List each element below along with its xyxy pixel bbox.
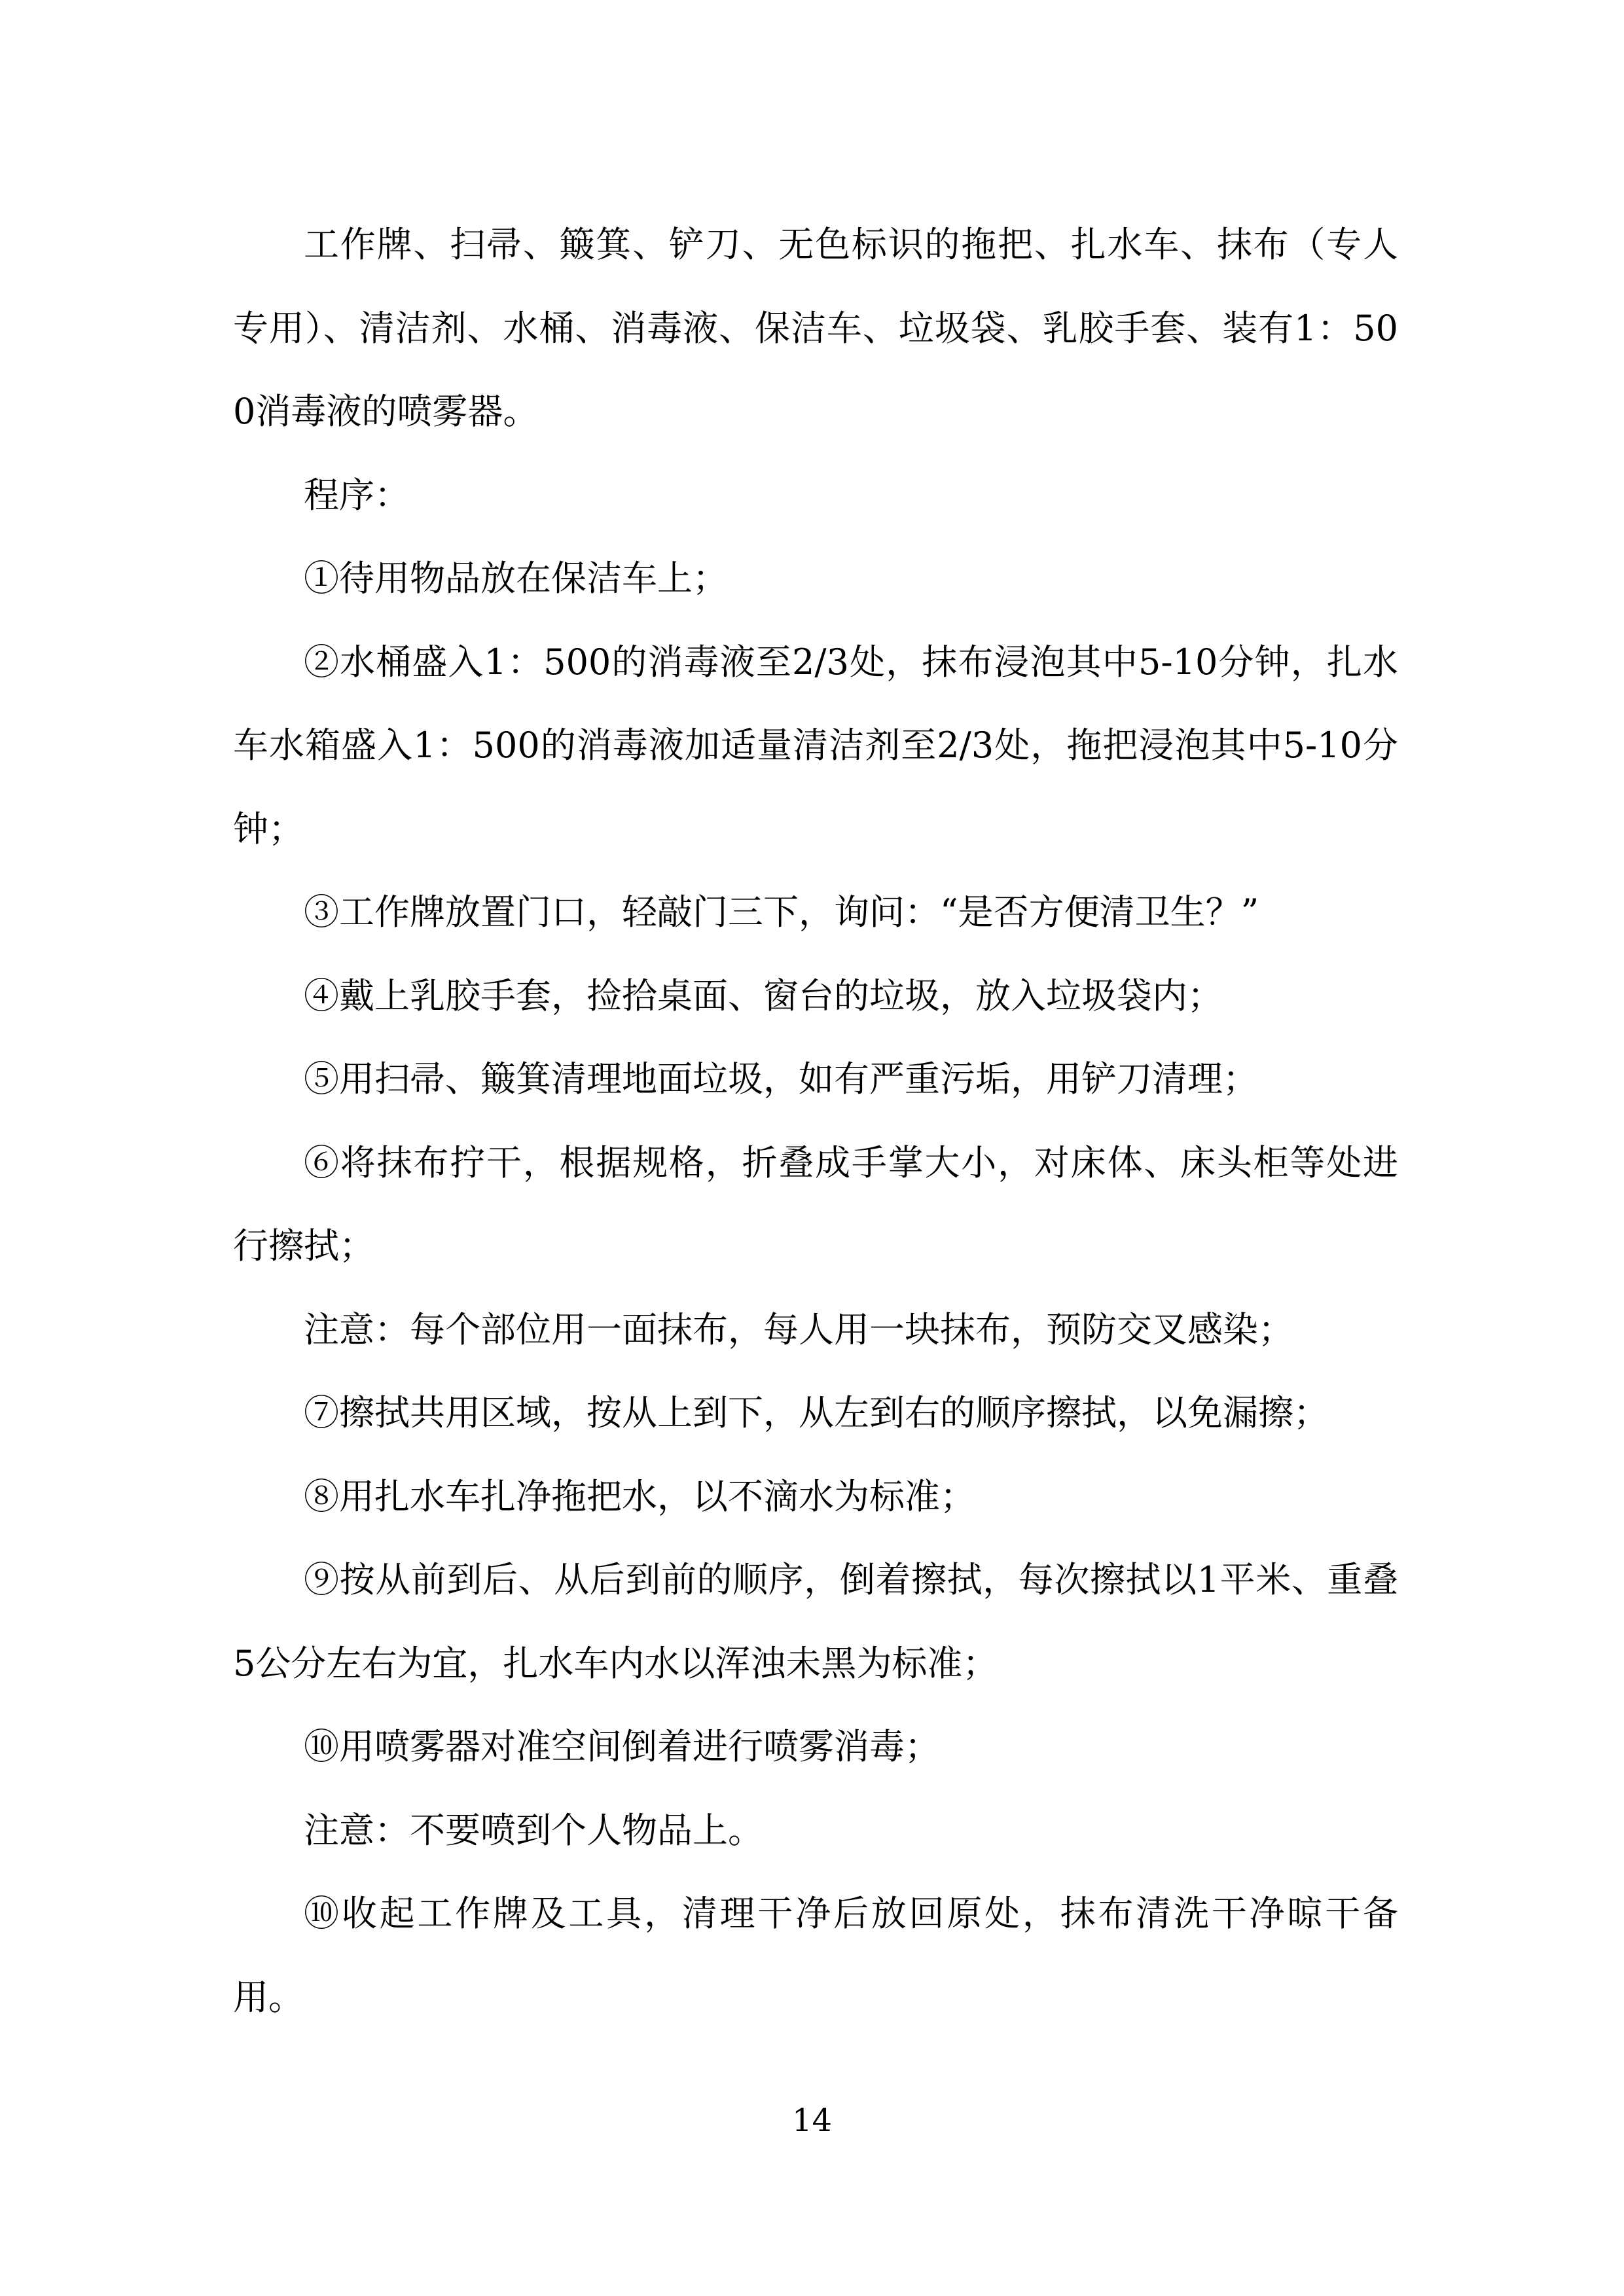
paragraph-step-8: ⑧用扎水车扎净拖把水，以不滴水为标准； [304, 1475, 975, 1517]
paragraph-step-5: ⑤用扫帚、簸箕清理地面垃圾，如有严重污垢，用铲刀清理； [304, 1058, 1258, 1100]
paragraph-step-9: ⑨按从前到后、从后到前的顺序，倒着擦拭，每次擦拭以1平米、重叠5公分左右为宜，扎水车内水以浑浊未黑为标准； [233, 1559, 1398, 1684]
paragraph-note-2: 注意：不要喷到个人物品上。 [304, 1809, 763, 1851]
paragraph-step-4: ④戴上乳胶手套，捡拾桌面、窗台的垃圾，放入垃圾袋内； [304, 975, 1223, 1016]
page-number: 14 [791, 2102, 833, 2139]
paragraph-step-10: ⑩用喷雾器对准空间倒着进行喷雾消毒； [304, 1726, 940, 1767]
paragraph-step-6: ⑥将抹布拧干，根据规格，折叠成手掌大小，对床体、床头柜等处进行擦拭； [233, 1141, 1398, 1266]
paragraph-step-3: ③工作牌放置门口，轻敲门三下，询问：“是否方便清卫生？” [304, 891, 1259, 933]
paragraph-step-2: ②水桶盛入1：500的消毒液至2/3处，抹布浸泡其中5-10分钟，扎水车水箱盛入1：500的消毒液加适量清洁剂至2/3处，拖把浸泡其中5-10分钟； [233, 641, 1398, 850]
paragraph-step-11: ⑩收起工作牌及工具，清理干净后放回原处，抹布清洗干净晾干备用。 [233, 1893, 1398, 2018]
paragraph-note-1: 注意：每个部位用一面抹布，每人用一块抹布，预防交叉感染； [304, 1308, 1293, 1350]
document-body [233, 203, 1398, 2039]
paragraph-step-7: ⑦擦拭共用区域，按从上到下，从左到右的顺序擦拭，以免漏擦； [304, 1392, 1329, 1433]
paragraph-supplies: 工作牌、扫帚、簸箕、铲刀、无色标识的拖把、扎水车、抹布（专人专用）、清洁剂、水桶、消毒液、保洁车、垃圾袋、乳胶手套、装有1：500消毒液的喷雾器。 [233, 224, 1398, 432]
paragraph-procedure-heading: 程序： [304, 474, 410, 516]
paragraph-step-1: ①待用物品放在保洁车上； [304, 558, 728, 599]
